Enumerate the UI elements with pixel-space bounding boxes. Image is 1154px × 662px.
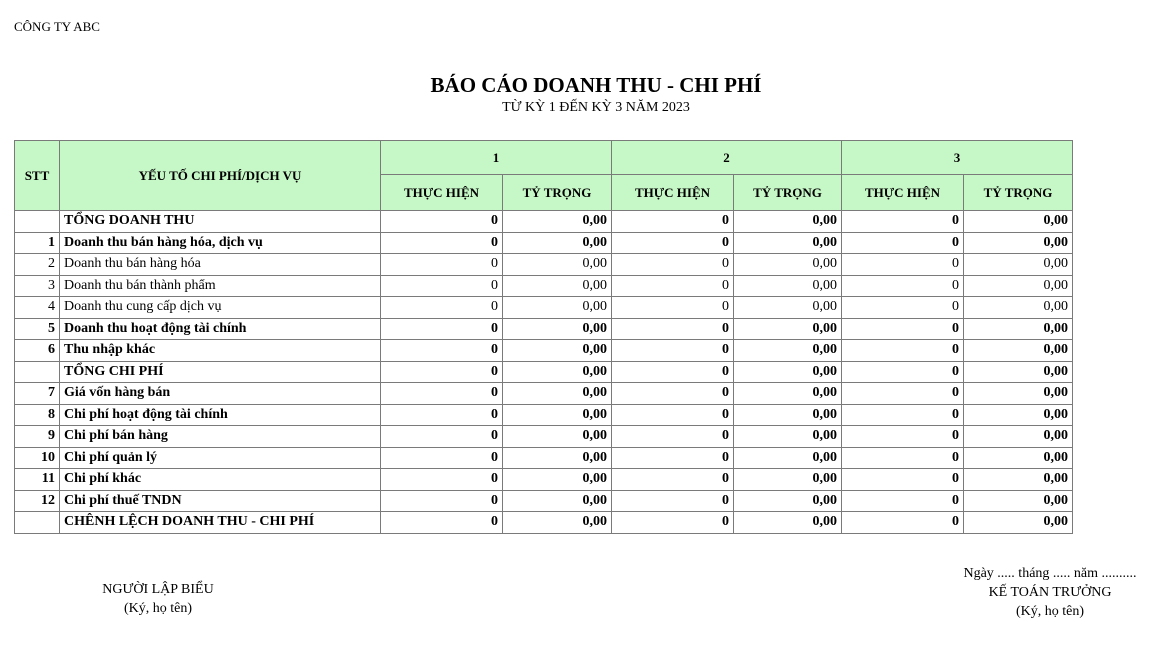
actual-value-cell: 0 xyxy=(842,383,964,405)
ratio-value-cell: 0,00 xyxy=(734,383,842,405)
ratio-value-cell: 0,00 xyxy=(964,211,1073,233)
ratio-value-cell: 0,00 xyxy=(964,512,1073,534)
actual-value-cell: 0 xyxy=(842,447,964,469)
header-stt: STT xyxy=(15,141,60,211)
table-row xyxy=(15,447,1073,469)
ratio-value-cell: 0,00 xyxy=(964,254,1073,276)
table-row xyxy=(15,361,1073,383)
revenue-expense-table xyxy=(14,140,1073,534)
ratio-value-cell: 0,00 xyxy=(964,297,1073,319)
header-ratio-1: TỶ TRỌNG xyxy=(503,175,612,211)
ratio-value-cell: 0,00 xyxy=(734,469,842,491)
ratio-value-cell: 0,00 xyxy=(964,469,1073,491)
actual-value-cell: 0 xyxy=(381,340,503,362)
ratio-value-cell: 0,00 xyxy=(503,275,612,297)
report-subtitle: TỪ KỲ 1 ĐẾN KỲ 3 NĂM 2023 xyxy=(502,100,690,115)
row-label: TỔNG DOANH THU xyxy=(60,211,381,233)
actual-value-cell: 0 xyxy=(612,318,734,340)
row-label: Thu nhập khác xyxy=(60,340,381,362)
actual-value-cell: 0 xyxy=(381,404,503,426)
ratio-value-cell: 0,00 xyxy=(734,232,842,254)
accountant-signature-block xyxy=(950,564,1150,621)
actual-value-cell: 0 xyxy=(612,211,734,233)
ratio-value-cell: 0,00 xyxy=(964,361,1073,383)
actual-value-cell: 0 xyxy=(612,275,734,297)
ratio-value-cell: 0,00 xyxy=(964,340,1073,362)
ratio-value-cell: 0,00 xyxy=(503,512,612,534)
actual-value-cell: 0 xyxy=(612,404,734,426)
table-row xyxy=(15,275,1073,297)
table-row xyxy=(15,340,1073,362)
row-label: Chi phí quản lý xyxy=(60,447,381,469)
ratio-value-cell: 0,00 xyxy=(503,232,612,254)
row-stt: 9 xyxy=(15,426,60,448)
row-label: Doanh thu bán hàng hóa xyxy=(60,254,381,276)
actual-value-cell: 0 xyxy=(842,490,964,512)
actual-value-cell: 0 xyxy=(842,469,964,491)
ratio-value-cell: 0,00 xyxy=(503,318,612,340)
ratio-value-cell: 0,00 xyxy=(503,297,612,319)
row-stt: 1 xyxy=(15,232,60,254)
ratio-value-cell: 0,00 xyxy=(734,512,842,534)
row-stt: 5 xyxy=(15,318,60,340)
row-stt: 8 xyxy=(15,404,60,426)
ratio-value-cell: 0,00 xyxy=(734,254,842,276)
row-label: Giá vốn hàng bán xyxy=(60,383,381,405)
actual-value-cell: 0 xyxy=(842,318,964,340)
row-label: CHÊNH LỆCH DOANH THU - CHI PHÍ xyxy=(60,512,381,534)
table-row xyxy=(15,512,1073,534)
table-row xyxy=(15,383,1073,405)
header-ratio-2: TỶ TRỌNG xyxy=(734,175,842,211)
row-stt: 12 xyxy=(15,490,60,512)
row-stt: 7 xyxy=(15,383,60,405)
actual-value-cell: 0 xyxy=(381,361,503,383)
actual-value-cell: 0 xyxy=(842,275,964,297)
ratio-value-cell: 0,00 xyxy=(964,404,1073,426)
actual-value-cell: 0 xyxy=(381,512,503,534)
actual-value-cell: 0 xyxy=(612,469,734,491)
row-label: Doanh thu bán hàng hóa, dịch vụ xyxy=(60,232,381,254)
actual-value-cell: 0 xyxy=(381,232,503,254)
ratio-value-cell: 0,00 xyxy=(964,318,1073,340)
table-row xyxy=(15,426,1073,448)
actual-value-cell: 0 xyxy=(381,469,503,491)
header-period-3: 3 xyxy=(842,141,1073,175)
ratio-value-cell: 0,00 xyxy=(503,447,612,469)
ratio-value-cell: 0,00 xyxy=(734,275,842,297)
actual-value-cell: 0 xyxy=(842,404,964,426)
actual-value-cell: 0 xyxy=(612,361,734,383)
header-actual-2: THỰC HIỆN xyxy=(612,175,734,211)
accountant-title: KẾ TOÁN TRƯỞNG xyxy=(988,585,1112,600)
table-row xyxy=(15,318,1073,340)
table-row xyxy=(15,232,1073,254)
ratio-value-cell: 0,00 xyxy=(964,490,1073,512)
row-stt: 6 xyxy=(15,340,60,362)
ratio-value-cell: 0,00 xyxy=(964,232,1073,254)
ratio-value-cell: 0,00 xyxy=(503,340,612,362)
header-actual-1: THỰC HIỆN xyxy=(381,175,503,211)
actual-value-cell: 0 xyxy=(842,361,964,383)
actual-value-cell: 0 xyxy=(612,426,734,448)
header-period-2: 2 xyxy=(612,141,842,175)
ratio-value-cell: 0,00 xyxy=(734,211,842,233)
actual-value-cell: 0 xyxy=(381,254,503,276)
ratio-value-cell: 0,00 xyxy=(503,361,612,383)
header-period-1: 1 xyxy=(381,141,612,175)
row-stt: 3 xyxy=(15,275,60,297)
row-label: Chi phí khác xyxy=(60,469,381,491)
row-label: TỔNG CHI PHÍ xyxy=(60,361,381,383)
ratio-value-cell: 0,00 xyxy=(734,490,842,512)
row-stt xyxy=(15,211,60,233)
actual-value-cell: 0 xyxy=(381,447,503,469)
row-label: Doanh thu bán thành phẩm xyxy=(60,275,381,297)
actual-value-cell: 0 xyxy=(842,512,964,534)
table-row xyxy=(15,469,1073,491)
ratio-value-cell: 0,00 xyxy=(734,340,842,362)
date-line: Ngày ..... tháng ..... năm .......... xyxy=(963,566,1137,581)
actual-value-cell: 0 xyxy=(381,275,503,297)
row-label: Chi phí thuế TNDN xyxy=(60,490,381,512)
ratio-value-cell: 0,00 xyxy=(503,426,612,448)
header-item: YẾU TỐ CHI PHÍ/DỊCH VỤ xyxy=(60,141,381,211)
actual-value-cell: 0 xyxy=(612,512,734,534)
ratio-value-cell: 0,00 xyxy=(734,426,842,448)
ratio-value-cell: 0,00 xyxy=(503,490,612,512)
row-label: Doanh thu hoạt động tài chính xyxy=(60,318,381,340)
table-body xyxy=(15,211,1073,534)
actual-value-cell: 0 xyxy=(612,340,734,362)
actual-value-cell: 0 xyxy=(842,254,964,276)
row-stt: 4 xyxy=(15,297,60,319)
ratio-value-cell: 0,00 xyxy=(964,447,1073,469)
preparer-note: (Ký, họ tên) xyxy=(123,601,193,616)
actual-value-cell: 0 xyxy=(381,211,503,233)
table-row xyxy=(15,254,1073,276)
ratio-value-cell: 0,00 xyxy=(734,447,842,469)
actual-value-cell: 0 xyxy=(612,490,734,512)
accountant-note: (Ký, họ tên) xyxy=(1015,604,1085,619)
actual-value-cell: 0 xyxy=(612,383,734,405)
table-row xyxy=(15,490,1073,512)
ratio-value-cell: 0,00 xyxy=(503,211,612,233)
ratio-value-cell: 0,00 xyxy=(734,404,842,426)
actual-value-cell: 0 xyxy=(842,297,964,319)
actual-value-cell: 0 xyxy=(381,297,503,319)
table-row xyxy=(15,404,1073,426)
ratio-value-cell: 0,00 xyxy=(503,254,612,276)
preparer-title: NGƯỜI LẬP BIỂU xyxy=(102,582,214,597)
actual-value-cell: 0 xyxy=(381,318,503,340)
table-row xyxy=(15,297,1073,319)
header-actual-3: THỰC HIỆN xyxy=(842,175,964,211)
row-label: Doanh thu cung cấp dịch vụ xyxy=(60,297,381,319)
report-title: BÁO CÁO DOANH THU - CHI PHÍ xyxy=(430,73,762,97)
ratio-value-cell: 0,00 xyxy=(503,469,612,491)
actual-value-cell: 0 xyxy=(842,340,964,362)
actual-value-cell: 0 xyxy=(612,447,734,469)
actual-value-cell: 0 xyxy=(612,232,734,254)
ratio-value-cell: 0,00 xyxy=(734,297,842,319)
ratio-value-cell: 0,00 xyxy=(734,361,842,383)
preparer-signature-block xyxy=(98,580,218,618)
actual-value-cell: 0 xyxy=(381,383,503,405)
ratio-value-cell: 0,00 xyxy=(503,383,612,405)
ratio-value-cell: 0,00 xyxy=(503,404,612,426)
ratio-value-cell: 0,00 xyxy=(964,275,1073,297)
actual-value-cell: 0 xyxy=(842,211,964,233)
actual-value-cell: 0 xyxy=(842,426,964,448)
actual-value-cell: 0 xyxy=(381,426,503,448)
row-stt: 2 xyxy=(15,254,60,276)
row-stt: 10 xyxy=(15,447,60,469)
row-label: Chi phí hoạt động tài chính xyxy=(60,404,381,426)
actual-value-cell: 0 xyxy=(842,232,964,254)
actual-value-cell: 0 xyxy=(381,490,503,512)
ratio-value-cell: 0,00 xyxy=(964,426,1073,448)
row-label: Chi phí bán hàng xyxy=(60,426,381,448)
actual-value-cell: 0 xyxy=(612,254,734,276)
ratio-value-cell: 0,00 xyxy=(964,383,1073,405)
actual-value-cell: 0 xyxy=(612,297,734,319)
header-ratio-3: TỶ TRỌNG xyxy=(964,175,1073,211)
table-row xyxy=(15,211,1073,233)
row-stt: 11 xyxy=(15,469,60,491)
ratio-value-cell: 0,00 xyxy=(734,318,842,340)
row-stt xyxy=(15,361,60,383)
row-stt xyxy=(15,512,60,534)
company-name: CÔNG TY ABC xyxy=(14,19,100,34)
